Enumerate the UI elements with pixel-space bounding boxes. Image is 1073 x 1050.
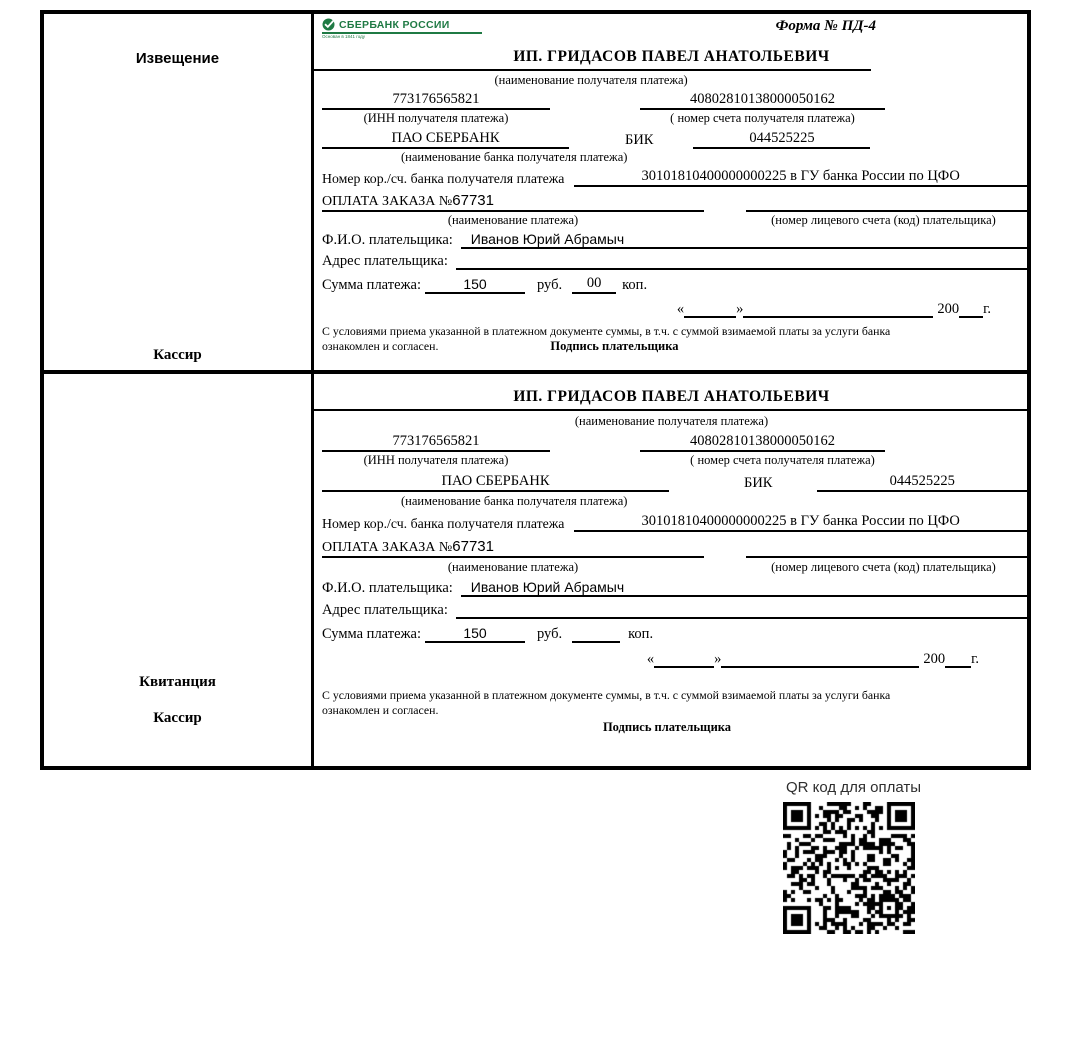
rub-label-1: руб. xyxy=(537,277,563,293)
inn-caption-2: (ИНН получателя платежа) xyxy=(363,453,509,467)
cashier-label-1: Кассир xyxy=(153,347,202,363)
bik-value-1: 044525225 xyxy=(693,130,870,149)
stub-notice-cell xyxy=(44,14,311,370)
korr-label-2: Номер кор./сч. банка получателя платежа xyxy=(322,516,565,531)
section-notice xyxy=(314,14,1027,370)
fio-label-1: Ф.И.О. плательщика: xyxy=(322,232,453,248)
personal-account-line-1 xyxy=(746,210,1027,212)
payment-name-1: ОПЛАТА ЗАКАЗА №67731 xyxy=(322,192,704,212)
korr-value-1: 30101810400000000225 в ГУ банка России по ЦФО xyxy=(574,168,1027,187)
kop-label-1: коп. xyxy=(622,277,648,293)
stub-notice-label: Извещение xyxy=(135,50,220,67)
stub-receipt-label: Квитанция xyxy=(139,674,216,690)
date-month-line-1 xyxy=(743,316,933,318)
bik-value-2: 044525225 xyxy=(817,473,1027,492)
inn-value-1: 773176565821 xyxy=(322,91,550,110)
fio-value-1: Иванов Юрий Абрамыч xyxy=(461,231,1027,249)
pd4-form xyxy=(40,10,1031,770)
personal-account-caption-2: (номер лицевого счета (код) плательщика) xyxy=(771,560,996,574)
bank-caption-1: (наименование банка получателя платежа) xyxy=(401,150,628,164)
order-number-1: 67731 xyxy=(452,192,494,209)
address-label-1: Адрес плательщика: xyxy=(322,253,448,269)
agreement-1: С условиями приема указанной в платежном документе суммы, в т.ч. с суммой взимаемой платы за услуги банка ознакомлен и согласен. Подпись плательщика xyxy=(322,324,891,353)
date-year-line-1 xyxy=(959,316,983,318)
account-caption-2: ( номер счета получателя платежа) xyxy=(690,453,875,467)
payment-name-2: ОПЛАТА ЗАКАЗА №67731 xyxy=(322,538,704,558)
personal-account-line-2 xyxy=(746,556,1027,558)
inn-value-2: 773176565821 xyxy=(322,433,550,452)
payee-name-2: ИП. ГРИДАСОВ ПАВЕЛ АНАТОЛЬЕВИЧ xyxy=(513,388,830,405)
account-caption-1: ( номер счета получателя платежа) xyxy=(670,111,855,125)
sberbank-logo-tagline: Основан в 1841 году xyxy=(322,35,366,40)
bik-label-2: БИК xyxy=(744,475,773,491)
payee-name-1: ИП. ГРИДАСОВ ПАВЕЛ АНАТОЛЬЕВИЧ xyxy=(513,48,830,65)
date-year-line-2 xyxy=(945,666,971,668)
rub-label-2: руб. xyxy=(537,626,563,642)
signature-label-2: Подпись плательщика xyxy=(602,720,732,735)
title-underline-2 xyxy=(314,409,1027,411)
sum-label-1: Сумма платежа: xyxy=(322,277,421,293)
order-number-2: 67731 xyxy=(452,538,494,555)
payment-name-caption-1: (наименование платежа) xyxy=(447,213,579,227)
date-month-line-2 xyxy=(721,666,919,668)
title-underline-1 xyxy=(314,69,871,71)
agreement-2: С условиями приема указанной в платежном документе суммы, в т.ч. с суммой взимаемой платы за услуги банка ознакомлен и согласен. xyxy=(322,688,891,717)
amount-rub-2: 150 xyxy=(425,625,525,643)
bank-value-2: ПАО СБЕРБАНК xyxy=(322,473,669,492)
sberbank-logo xyxy=(322,18,482,41)
fio-value-2: Иванов Юрий Абрамыч xyxy=(461,579,1027,597)
qr-block xyxy=(783,779,921,934)
payee-name-caption-2: (наименование получателя платежа) xyxy=(574,414,769,428)
address-value-2 xyxy=(456,617,1027,619)
amount-rub-1: 150 xyxy=(425,276,525,294)
stub-receipt-cell xyxy=(44,374,311,766)
qr-code xyxy=(783,802,915,934)
qr-caption: QR код для оплаты xyxy=(786,779,922,796)
payee-name-caption-1: (наименование получателя платежа) xyxy=(494,73,688,87)
address-value-1 xyxy=(456,268,1027,270)
kop-label-2: коп. xyxy=(628,626,654,642)
cashier-label-2: Кассир xyxy=(153,710,202,726)
bik-label-1: БИК xyxy=(625,132,654,148)
amount-kop-1: 00 xyxy=(572,275,616,294)
amount-kop-2 xyxy=(572,641,620,643)
sberbank-logo-icon xyxy=(322,18,335,31)
form-number-label: Форма № ПД-4 xyxy=(775,18,876,34)
date-line-2: « » 200 г. xyxy=(646,651,979,667)
date-day-line-2 xyxy=(654,666,714,668)
sum-label-2: Сумма платежа: xyxy=(322,626,421,642)
date-line-1: « » 200 г. xyxy=(676,301,991,317)
signature-label-1: Подпись плательщика xyxy=(550,338,679,353)
address-label-2: Адрес плательщика: xyxy=(322,602,448,618)
inn-caption-1: (ИНН получателя платежа) xyxy=(363,111,509,125)
personal-account-caption-1: (номер лицевого счета (код) плательщика) xyxy=(771,213,996,227)
sberbank-logo-text: СБЕРБАНК РОССИИ xyxy=(339,18,450,31)
section-receipt xyxy=(314,374,1027,766)
korr-label-1: Номер кор./сч. банка получателя платежа xyxy=(322,171,565,186)
fio-label-2: Ф.И.О. плательщика: xyxy=(322,580,453,596)
account-value-1: 40802810138000050162 xyxy=(640,91,885,110)
account-value-2: 40802810138000050162 xyxy=(640,433,885,452)
bank-value-1: ПАО СБЕРБАНК xyxy=(322,130,569,149)
korr-value-2: 30101810400000000225 в ГУ банка России по ЦФО xyxy=(574,513,1027,532)
payment-name-caption-2: (наименование платежа) xyxy=(447,560,579,574)
date-day-line-1 xyxy=(684,316,736,318)
bank-caption-2: (наименование банка получателя платежа) xyxy=(401,494,628,508)
